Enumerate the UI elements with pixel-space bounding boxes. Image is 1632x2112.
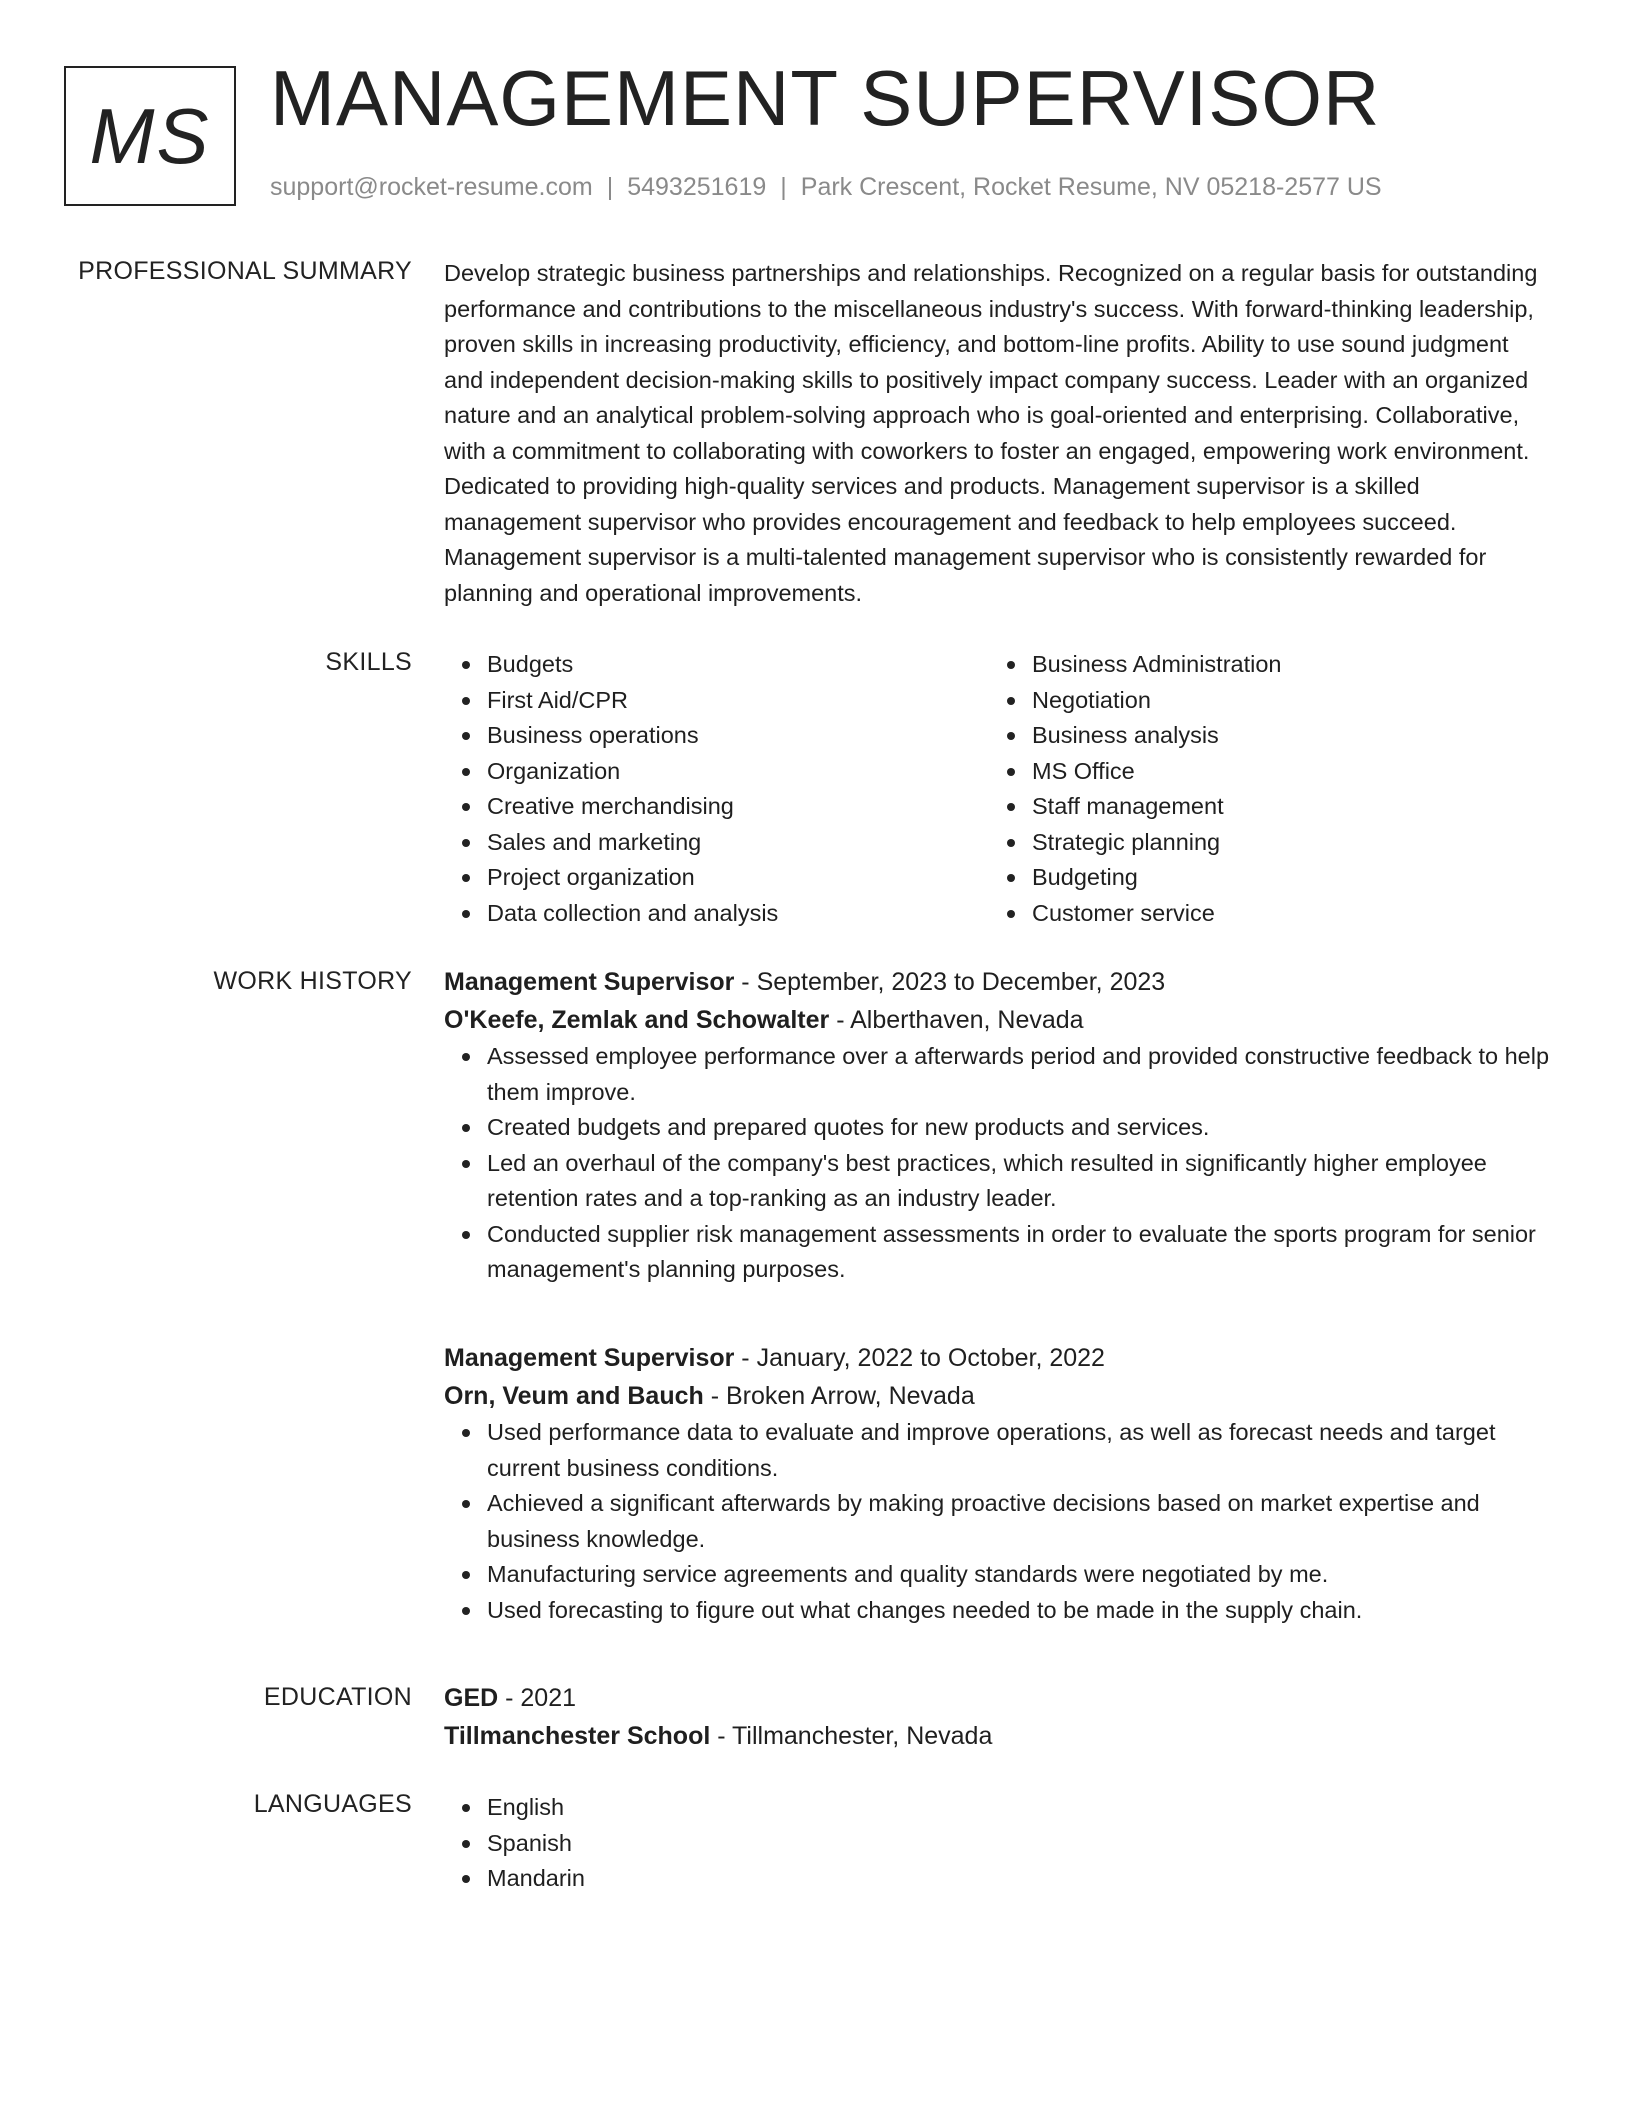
job-duty: Achieved a significant afterwards by making proactive decisions based on market expertise and business knowledge. (487, 1486, 1552, 1557)
job-duty: Created budgets and prepared quotes for new products and services. (487, 1110, 1552, 1146)
skill-item: MS Office (1032, 754, 1534, 790)
job-entry (444, 1339, 1552, 1628)
job-duty: Manufacturing service agreements and quality standards were negotiated by me. (487, 1557, 1552, 1593)
job-company-line (444, 1001, 1552, 1039)
skills-list-left (444, 647, 989, 931)
job-dates: - January, 2022 to October, 2022 (734, 1344, 1105, 1372)
job-duties-list (444, 1415, 1552, 1628)
job-duty: Used performance data to evaluate and improve operations, as well as forecast needs and target current business conditions. (487, 1415, 1552, 1486)
skill-item: Staff management (1032, 789, 1534, 825)
skill-item: Business Administration (1032, 647, 1534, 683)
candidate-name: MANAGEMENT SUPERVISOR (270, 54, 1381, 142)
skill-item: Creative merchandising (487, 789, 989, 825)
job-dates: - September, 2023 to December, 2023 (734, 968, 1166, 996)
skill-item: Budgeting (1032, 860, 1534, 896)
contact-address: Park Crescent, Rocket Resume, NV 05218-2577 US (800, 173, 1382, 201)
contact-phone: 5493251619 (627, 173, 767, 201)
monogram-initials: MS (89, 91, 211, 180)
job-duty: Used forecasting to figure out what changes needed to be made in the supply chain. (487, 1593, 1552, 1629)
job-company-line (444, 1377, 1552, 1415)
job-title: Management Supervisor (444, 1344, 735, 1372)
skill-item: Business analysis (1032, 718, 1534, 754)
job-duty: Conducted supplier risk management assessments in order to evaluate the sports program for senior management's planning purposes. (487, 1217, 1552, 1288)
job-duty: Led an overhaul of the company's best practices, which resulted in significantly higher employee retention rates and a top-ranking as an industry leader. (487, 1146, 1552, 1217)
education-degree-line (444, 1679, 1552, 1717)
skill-item: Sales and marketing (487, 825, 989, 861)
contact-line (270, 173, 1382, 202)
job-entry (444, 963, 1552, 1288)
skill-item: Organization (487, 754, 989, 790)
languages-list (444, 1790, 1552, 1897)
job-location: - Alberthaven, Nevada (829, 1006, 1084, 1034)
summary-text: Develop strategic business partnerships and relationships. Recognized on a regular basis for outstanding performance and contributions to the miscellaneous industry's success. With forward-thinking leadership, proven skills in increasing productivity, efficiency, and bottom-line profits. Ability to use sound judgment and independent decision-making skills to positively impact company success. Leader with an organized nature and an analytical problem-solving approach who is goal-oriented and enterprising. Collaborative, with a commitment to collaborating with coworkers to foster an engaged, empowering work environment. Dedicated to providing high-quality services and products. Management supervisor is a skilled management supervisor who provides encouragement and feedback to help employees succeed. Management supervisor is a multi-talented management supervisor who is consistently rewarded for planning and operational improvements. (444, 260, 1538, 606)
education-school: Tillmanchester School (444, 1722, 711, 1750)
job-duty: Assessed employee performance over a afterwards period and provided constructive feedback to help them improve. (487, 1039, 1552, 1110)
job-title-line (444, 1339, 1552, 1377)
education-year: - 2021 (498, 1684, 577, 1712)
education-school-line (444, 1717, 1552, 1755)
job-location: - Broken Arrow, Nevada (703, 1382, 975, 1410)
skill-item: First Aid/CPR (487, 683, 989, 719)
contact-separator: | (606, 173, 614, 201)
languages-heading: LANGUAGES (253, 1790, 412, 1818)
skill-item: Project organization (487, 860, 989, 896)
languages-section (444, 1790, 1552, 1897)
skills-section (444, 647, 1552, 931)
education-degree: GED (444, 1684, 499, 1712)
summary-heading: PROFESSIONAL SUMMARY (78, 257, 412, 285)
job-duties-list (444, 1039, 1552, 1288)
language-item: English (487, 1790, 1552, 1826)
skill-item: Customer service (1032, 896, 1534, 932)
education-location: - Tillmanchester, Nevada (710, 1722, 993, 1750)
contact-email: support@rocket-resume.com (270, 173, 593, 201)
contact-separator: | (780, 173, 787, 201)
skill-item: Budgets (487, 647, 989, 683)
skill-item: Business operations (487, 718, 989, 754)
work-history-heading: WORK HISTORY (213, 967, 412, 995)
language-item: Spanish (487, 1826, 1552, 1862)
job-company: O'Keefe, Zemlak and Schowalter (444, 1006, 830, 1034)
skill-item: Negotiation (1032, 683, 1534, 719)
skills-list-right (989, 647, 1534, 931)
education-entry (444, 1679, 1552, 1755)
skill-item: Strategic planning (1032, 825, 1534, 861)
job-title: Management Supervisor (444, 968, 735, 996)
skills-heading: SKILLS (325, 648, 412, 676)
language-item: Mandarin (487, 1861, 1552, 1897)
job-company: Orn, Veum and Bauch (444, 1382, 704, 1410)
skill-item: Data collection and analysis (487, 896, 989, 932)
monogram-box (64, 66, 236, 206)
education-heading: EDUCATION (263, 1683, 412, 1711)
job-title-line (444, 963, 1552, 1001)
